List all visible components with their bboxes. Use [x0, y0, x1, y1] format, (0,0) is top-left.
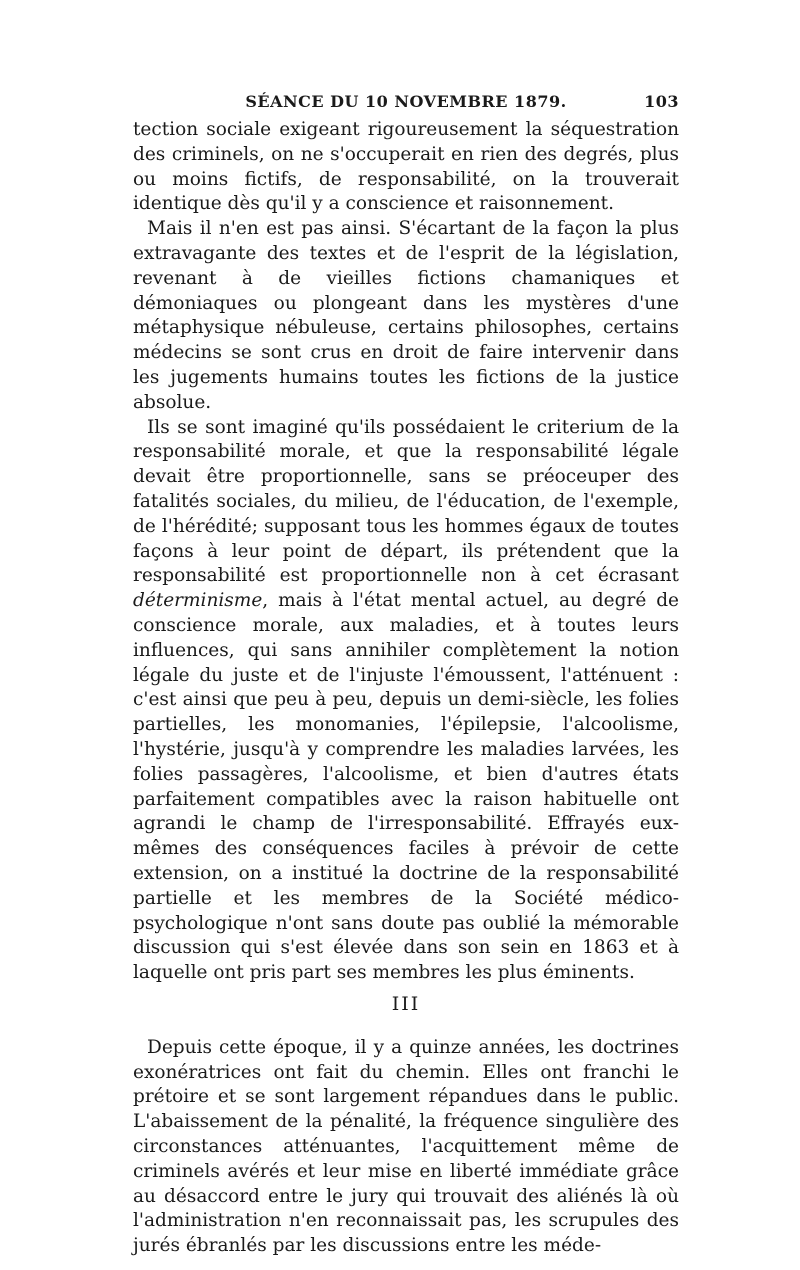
- paragraph-3-text-after: , mais à l'état mental actuel, au degré de conscience morale, aux maladies, et à toutes leurs influences, qui sans annihiler complètement la notion légale du juste et de l'injuste l'émoussent, l'atténuent : c'est ainsi que peu à peu, depuis un demi-siècle, les folies partielles, les monomanies, l'épilepsie, l'alcoolisme, l'hystérie, jusqu'à y comprendre les maladies larvées, les folies passagères, l'alcoolisme, et bien d'autres états parfaitement compatibles avec la raison habituelle ont agrandi le champ de l'irresponsabilité. Effrayés eux-mêmes des conséquences faciles à prévoir de cette extension, on a institué la doctrine de la responsabilité partielle et les membres de la Société médico-psychologique n'ont sans doute pas oublié la mémorable discussion qui s'est élevée dans son sein en 1863 et à laquelle ont pris part ses membres les plus éminents.: [133, 590, 679, 984]
- book-page: [133, 92, 679, 1259]
- page-header: [133, 92, 679, 118]
- page-number: 103: [644, 92, 679, 111]
- paragraph-2: Mais il n'en est pas ainsi. S'écartant de la façon la plus extravagante des textes et de l'esprit de la législation, revenant à de vieilles fictions chamaniques et démoniaques ou plongeant dans les mystères d'une métaphysique nébuleuse, certains philosophes, certains médecins se sont crus en droit de faire intervenir dans les jugements humains toutes les fictions de la justice absolue.: [133, 218, 679, 413]
- paragraph-3-text-before: Ils se sont imaginé qu'ils possédaient le criterium de la responsabilité morale, et que la responsabilité légale devait être proportionnelle, sans se préoceuper des fatalités sociales, du milieu, de l'éducation, de l'exemple, de l'hérédité; supposant tous les hommes égaux de toutes façons à leur point de départ, ils prétendent que la responsabilité est proportionnelle non à cet écrasant: [133, 416, 679, 587]
- italic-term: déterminisme: [133, 590, 263, 612]
- paragraph-3: [133, 416, 679, 986]
- section-heading: III: [391, 992, 421, 1015]
- running-title: SÉANCE DU 10 NOVEMBRE 1879.: [245, 92, 567, 111]
- paragraph-1: tection sociale exigeant rigoureusement la séquestration des criminels, on ne s'occuperait en rien des degrés, plus ou moins fictifs, de responsabilité, on la trouverait identique dès qu'il y a conscience et raisonnement.: [133, 119, 679, 215]
- section-paragraph: Depuis cette époque, il y a quinze années, les doctrines exonératrices ont fait du chemin. Elles ont franchi le prétoire et se sont largement répandues dans le public. L'abaissement de la pénalité, la fréquence singulière des circonstances atténuantes, l'acquittement même de criminels avérés et leur mise en liberté immédiate grâce au désaccord entre le jury qui trouvait des aliénés là où l'administration n'en reconnaissait pas, les scrupules des jurés ébranlés par les discussions entre les méde-: [133, 1036, 679, 1257]
